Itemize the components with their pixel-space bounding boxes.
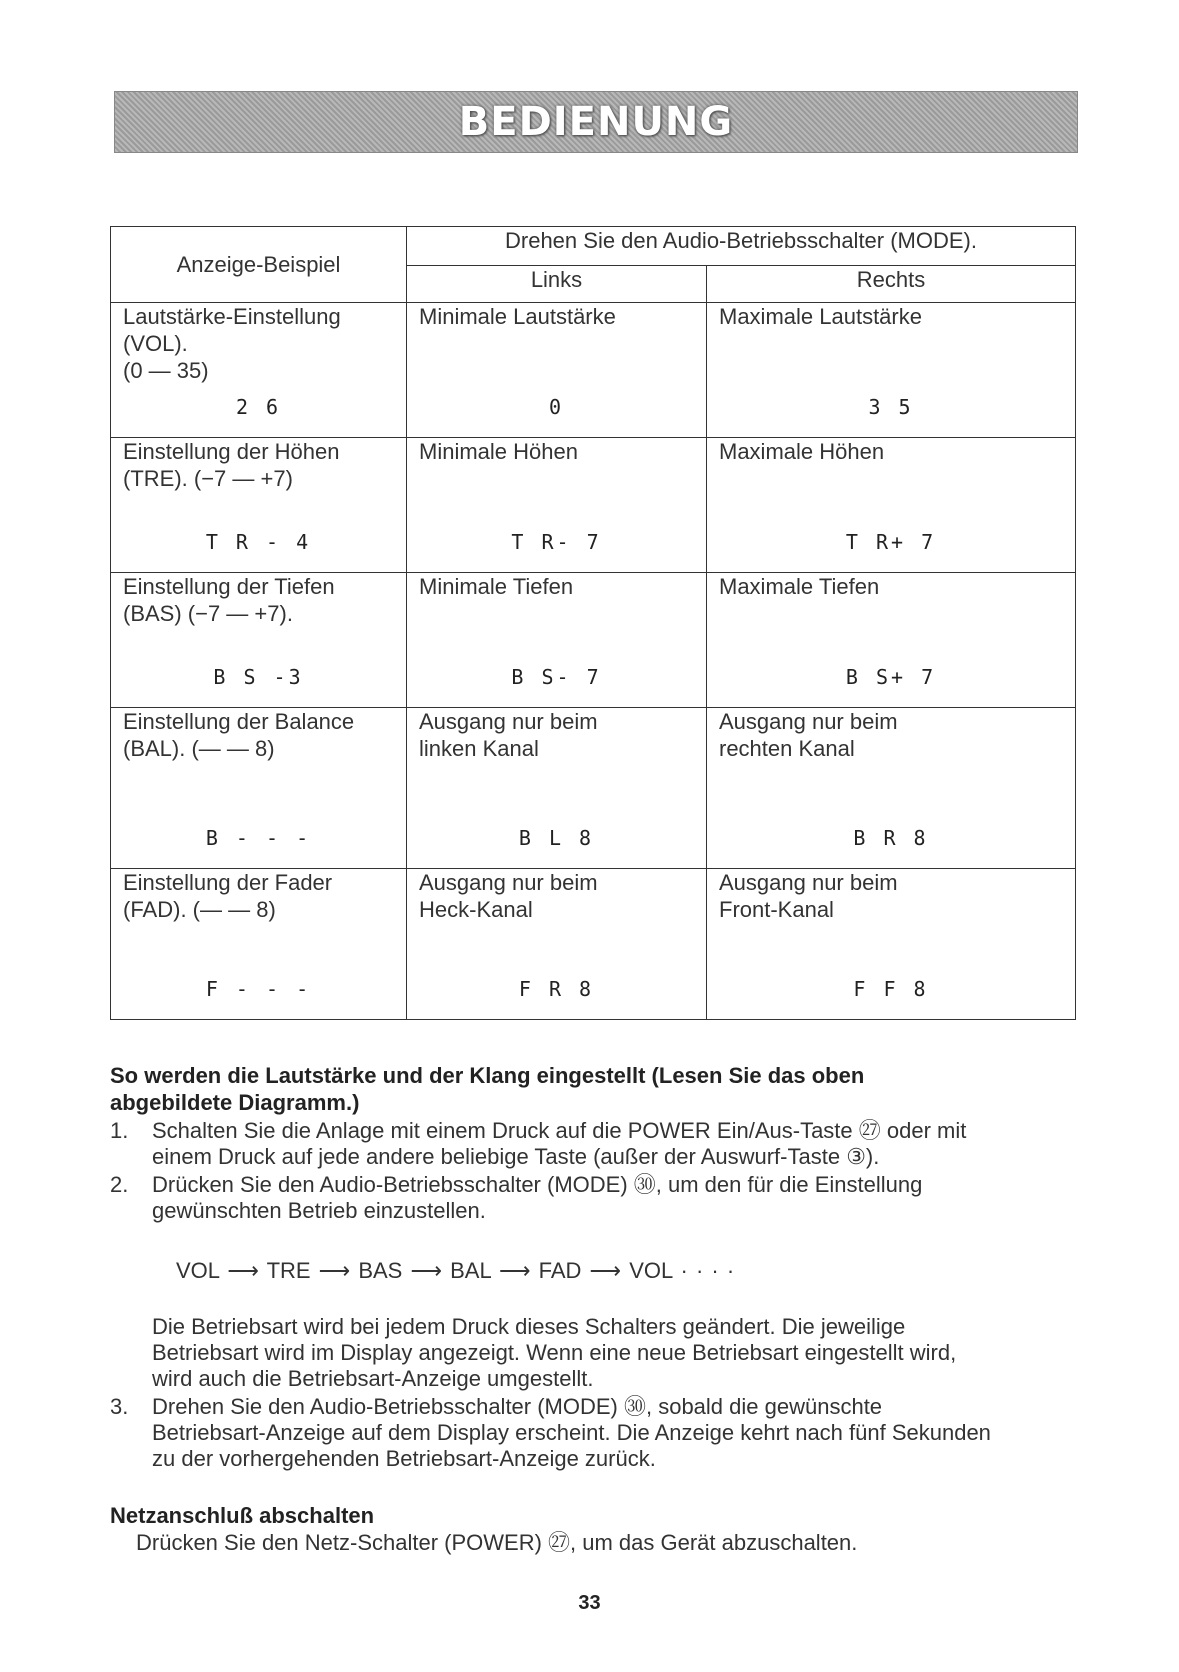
settings-table xyxy=(110,226,1076,1020)
step-2-line2: gewünschten Betrieb einzustellen. xyxy=(152,1198,486,1223)
row-label-line1: Einstellung der Fader xyxy=(123,870,333,895)
section-title-power-off: Netzanschluß abschalten xyxy=(110,1503,375,1528)
left-effect-line1: Minimale Höhen xyxy=(419,439,578,464)
table-row xyxy=(111,438,1076,573)
lcd-display-left: B L 8 xyxy=(518,826,595,850)
left-effect-line2: linken Kanal xyxy=(419,736,539,761)
lcd-display-right: T R+ 7 xyxy=(845,530,937,554)
step-3-line2: Betriebsart-Anzeige auf dem Display erscheint. Die Anzeige kehrt nach fünf Sekunden xyxy=(152,1420,991,1445)
header-display-example: Anzeige-Beispiel xyxy=(111,227,407,303)
right-effect-line1: Maximale Höhen xyxy=(719,439,885,464)
row-label-line2: (BAL). (— — 8) xyxy=(123,736,275,761)
table-row xyxy=(111,573,1076,708)
lcd-display-example: B S -3 xyxy=(213,665,304,689)
header-left: Links xyxy=(407,266,707,303)
mode-sequence: VOL ⟶ TRE ⟶ BAS ⟶ BAL ⟶ FAD ⟶ VOL · · · · xyxy=(176,1258,735,1283)
left-effect-line1: Minimale Tiefen xyxy=(419,574,574,599)
row-label-line1: Lautstärke-Einstellung (VOL). xyxy=(123,304,341,356)
row-label-line1: Einstellung der Balance xyxy=(123,709,355,734)
step-3-line3: zu der vorhergehenden Betriebsart-Anzeige zurück. xyxy=(152,1446,656,1471)
lcd-display-example: B - - - xyxy=(205,826,312,850)
step-1-line2: einem Druck auf jede andere beliebige Taste (außer der Auswurf-Taste ③). xyxy=(152,1144,880,1169)
left-effect-line1: Minimale Lautstärke xyxy=(419,304,616,329)
note-line2: Betriebsart wird im Display angezeigt. Wenn eine neue Betriebsart eingestellt wird, xyxy=(152,1340,957,1365)
right-effect-line2: rechten Kanal xyxy=(719,736,855,761)
lcd-display-right: B R 8 xyxy=(853,826,929,850)
step-3-line1: Drehen Sie den Audio-Betriebsschalter (MODE) ㉚, sobald die gewünschte xyxy=(152,1394,883,1419)
left-effect-line2: Heck-Kanal xyxy=(419,897,533,922)
left-effect-line1: Ausgang nur beim xyxy=(419,709,598,734)
row-label-line2: (BAS) (−7 — +7). xyxy=(123,601,293,626)
mode-note xyxy=(152,1314,956,1392)
table-row xyxy=(111,303,1076,438)
power-off-text: Drücken Sie den Netz-Schalter (POWER) ㉗, um das Gerät abzuschalten. xyxy=(136,1530,858,1555)
step-number: 1. xyxy=(110,1118,129,1143)
right-effect-line1: Maximale Tiefen xyxy=(719,574,880,599)
note-line1: Die Betriebsart wird bei jedem Druck dieses Schalters geändert. Die jeweilige xyxy=(152,1314,906,1339)
header-right: Rechts xyxy=(707,266,1076,303)
section-title-volume xyxy=(110,1062,1050,1116)
step-number: 2. xyxy=(110,1172,129,1197)
table-row xyxy=(111,869,1076,1020)
section-title-line1: So werden die Lautstärke und der Klang eingestellt (Lesen Sie das oben xyxy=(110,1063,865,1088)
right-effect-line2: Front-Kanal xyxy=(719,897,834,922)
header-mode-instruction: Drehen Sie den Audio-Betriebsschalter (MODE). xyxy=(407,227,1076,266)
row-label-line2: (FAD). (— — 8) xyxy=(123,897,276,922)
title-banner xyxy=(114,91,1078,153)
row-label-line2: (0 — 35) xyxy=(123,358,209,383)
step-2-text xyxy=(152,1172,922,1224)
right-effect-line1: Ausgang nur beim xyxy=(719,870,898,895)
lcd-display-left: B S- 7 xyxy=(511,665,602,689)
lcd-display-example: F - - - xyxy=(205,977,312,1001)
step-1-text xyxy=(152,1118,966,1170)
lcd-display-right: F F 8 xyxy=(853,977,929,1001)
lcd-display-example: 2 6 xyxy=(235,395,282,419)
table-row xyxy=(111,708,1076,869)
step-2-line1: Drücken Sie den Audio-Betriebsschalter (MODE) ㉚, um den für die Einstellung xyxy=(152,1172,923,1197)
page-number: 33 xyxy=(578,1592,601,1614)
step-3-text xyxy=(152,1394,991,1472)
row-label-line2: (TRE). (−7 — +7) xyxy=(123,466,293,491)
row-label-line1: Einstellung der Tiefen xyxy=(123,574,335,599)
lcd-display-left: 0 xyxy=(548,395,565,419)
lcd-display-right: 3 5 xyxy=(868,395,914,419)
page-title: BEDIENUNG xyxy=(458,99,734,145)
right-effect-line1: Maximale Lautstärke xyxy=(719,304,922,329)
step-1-line1: Schalten Sie die Anlage mit einem Druck auf die POWER Ein/Aus-Taste ㉗ oder mit xyxy=(152,1118,967,1143)
note-line3: wird auch die Betriebsart-Anzeige umgestellt. xyxy=(152,1366,594,1391)
step-number: 3. xyxy=(110,1394,129,1419)
lcd-display-example: T R - 4 xyxy=(205,530,312,554)
right-effect-line1: Ausgang nur beim xyxy=(719,709,898,734)
section-title-line2: abgebildete Diagramm.) xyxy=(110,1090,360,1115)
row-label-line1: Einstellung der Höhen xyxy=(123,439,340,464)
lcd-display-left: F R 8 xyxy=(518,977,595,1001)
left-effect-line1: Ausgang nur beim xyxy=(419,870,598,895)
lcd-display-left: T R- 7 xyxy=(511,530,602,554)
lcd-display-right: B S+ 7 xyxy=(845,665,937,689)
